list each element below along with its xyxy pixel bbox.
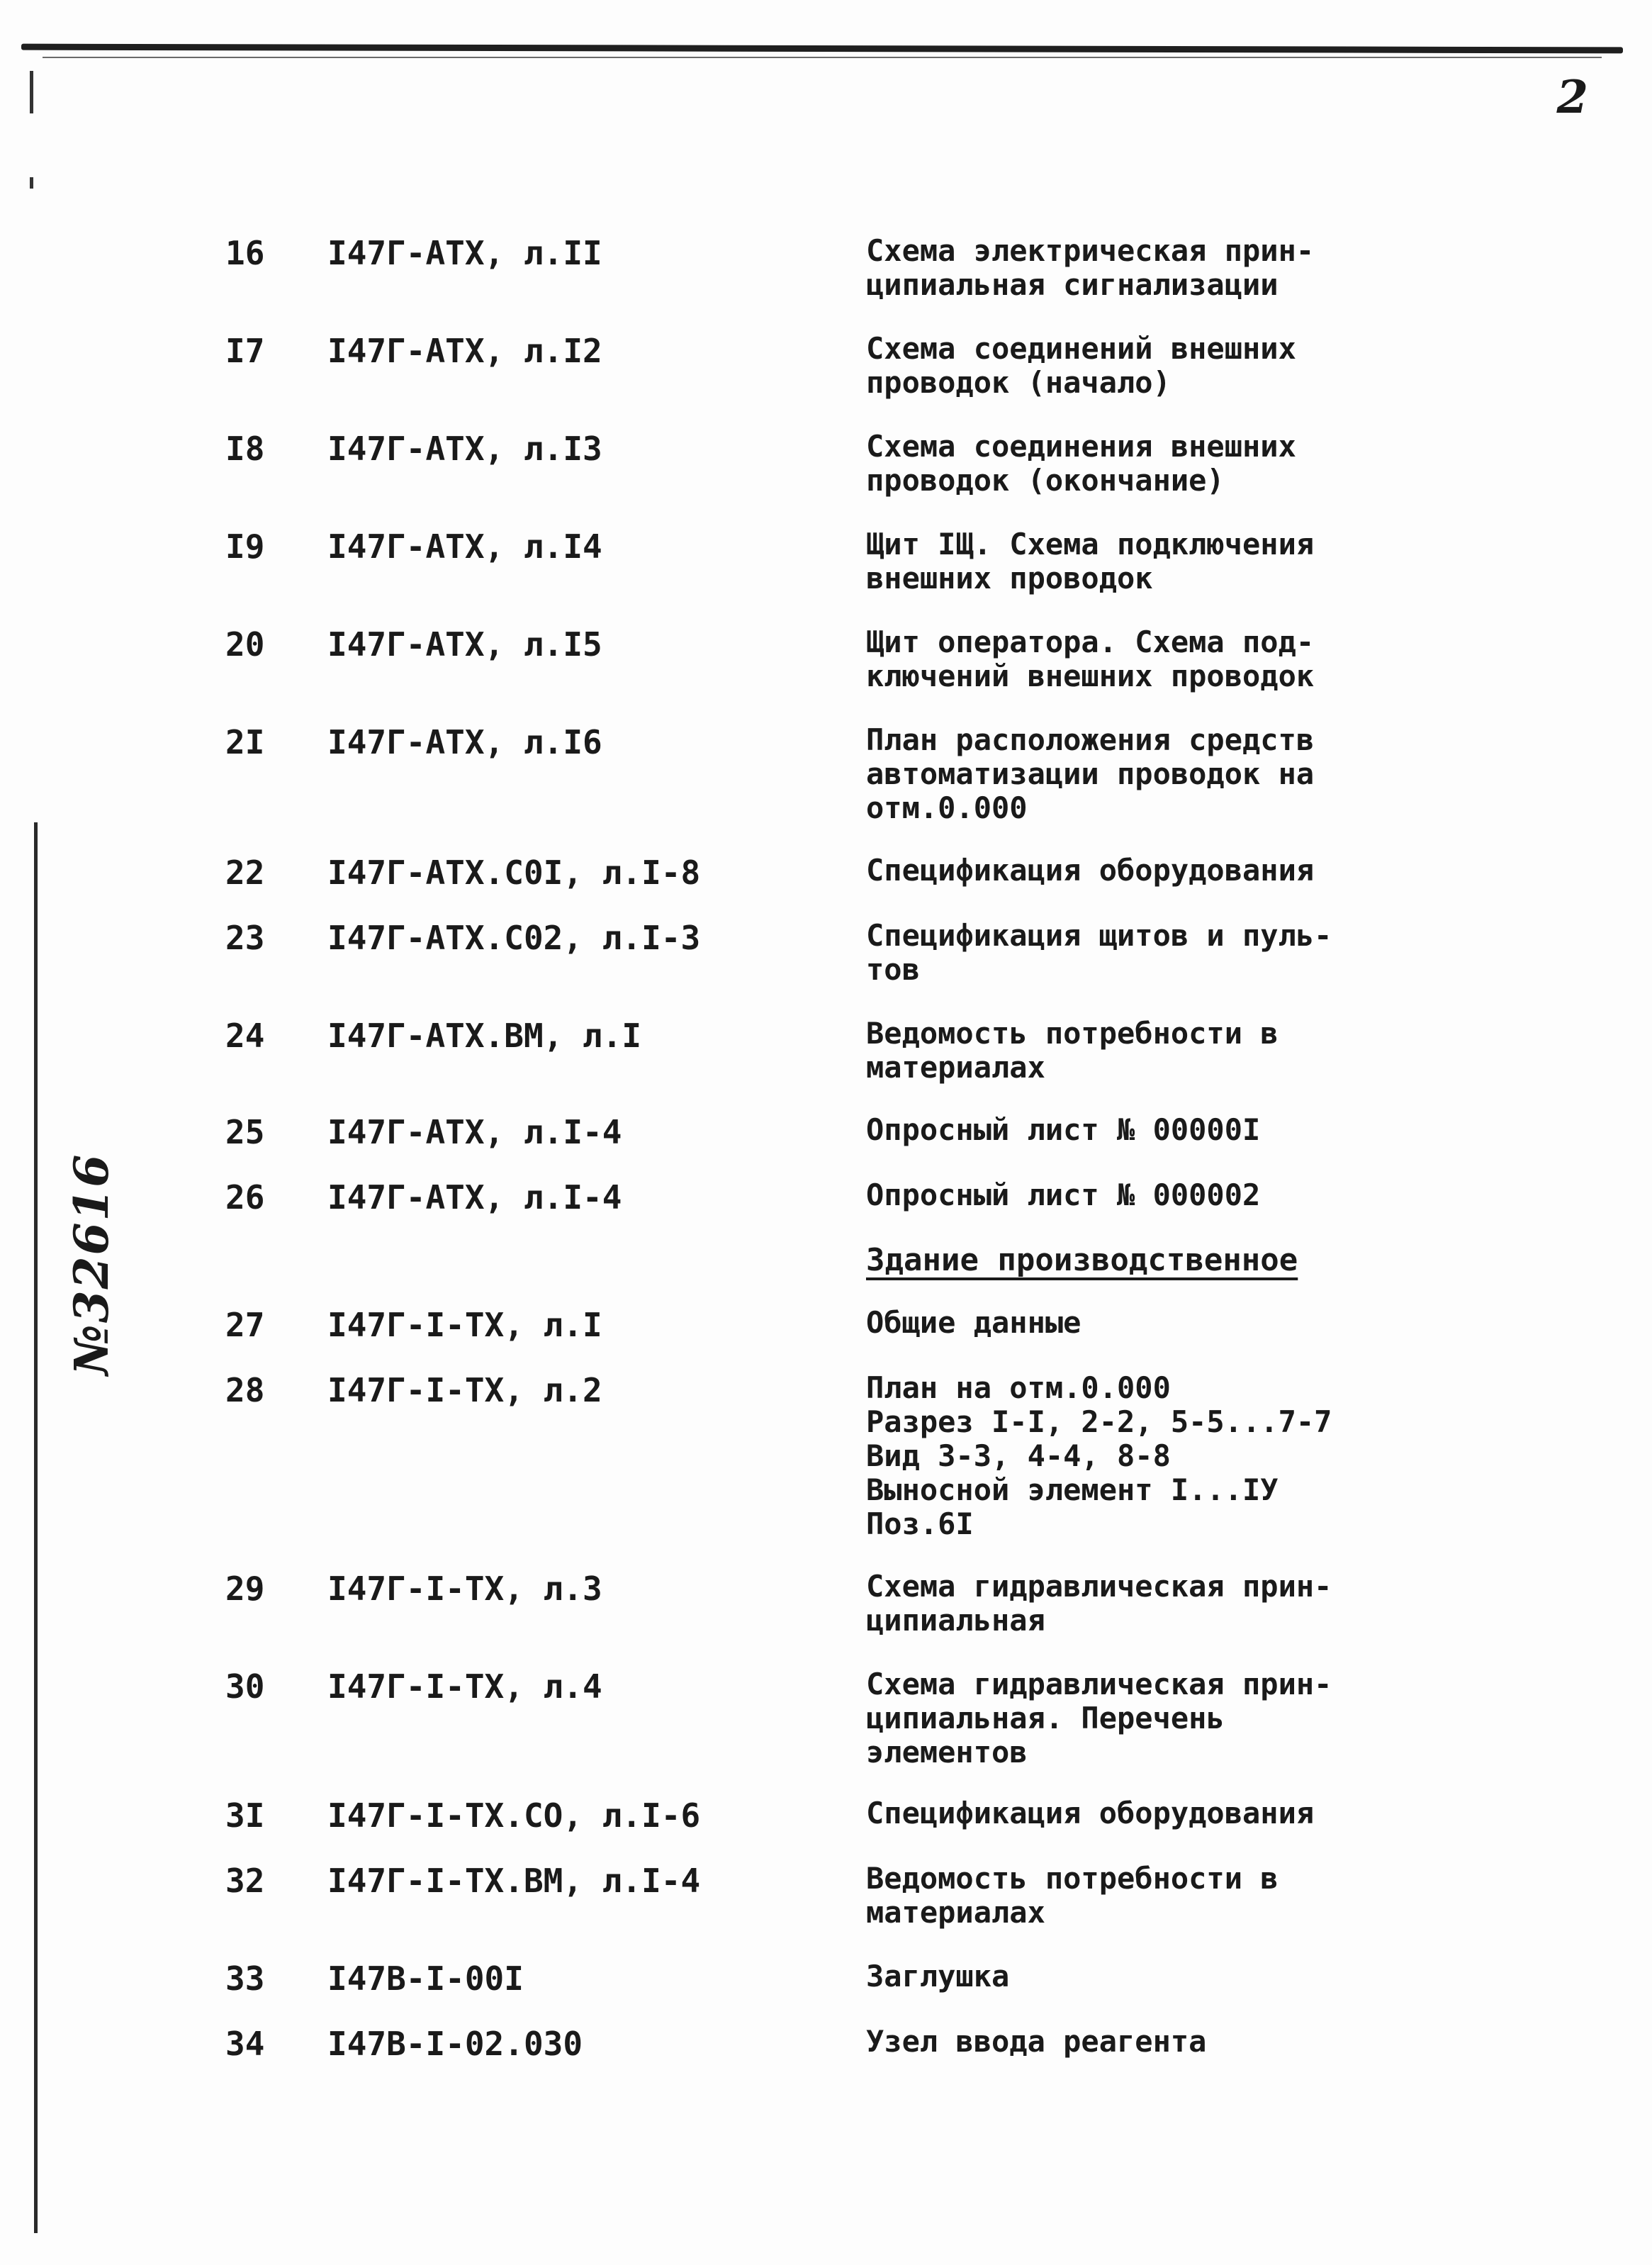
document-title: Схема соединений внешних проводок (начало) bbox=[866, 331, 1296, 400]
document-code: I47Г-I-ТХ, л.4 bbox=[327, 1667, 602, 1706]
item-number: 2I bbox=[225, 723, 265, 761]
document-code: I47Г-I-ТХ, л.3 bbox=[327, 1570, 602, 1608]
archive-stamp-number: №32616 bbox=[64, 1153, 119, 1375]
item-number: I7 bbox=[225, 332, 265, 370]
item-number: 28 bbox=[225, 1371, 265, 1409]
item-number: 34 bbox=[225, 2025, 265, 2063]
document-title: Спецификация щитов и пуль- тов bbox=[866, 918, 1332, 987]
document-title: План на отм.0.000 Разрез I-I, 2-2, 5-5...7-7 Вид 3-3, 4-4, 8-8 Выносной элемент I...IУ Поз.6I bbox=[866, 1370, 1332, 1541]
item-number: 23 bbox=[225, 919, 265, 957]
document-code: I47Г-I-ТХ, л.2 bbox=[327, 1371, 602, 1409]
document-title: Схема гидравлическая прин- ципиальная bbox=[866, 1569, 1332, 1638]
document-title: Щит оператора. Схема под- ключений внешних проводок bbox=[866, 625, 1315, 693]
document-code: I47Г-АТХ.ВМ, л.I bbox=[327, 1017, 642, 1055]
item-number: 3I bbox=[225, 1796, 265, 1835]
document-code: I47Г-I-ТХ.ВМ, л.I-4 bbox=[327, 1862, 701, 1900]
document-code: I47Г-I-ТХ.СО, л.I-6 bbox=[327, 1796, 701, 1835]
item-number: 33 bbox=[225, 1959, 265, 1998]
document-code: I47Г-АТХ, л.II bbox=[327, 234, 602, 272]
document-code: I47Г-АТХ, л.I-4 bbox=[327, 1178, 622, 1217]
document-code: I47В-I-02.030 bbox=[327, 2025, 583, 2063]
document-title: Общие данные bbox=[866, 1305, 1081, 1340]
document-title: Заглушка bbox=[866, 1959, 1010, 1993]
document-title: Схема гидравлическая прин- ципиальная. Перечень элементов bbox=[866, 1667, 1332, 1769]
item-number: 20 bbox=[225, 625, 265, 664]
document-title: Схема соединения внешних проводок (окончание) bbox=[866, 429, 1296, 498]
document-title: Ведомость потребности в материалах bbox=[866, 1861, 1279, 1930]
document-code: I47Г-I-ТХ, л.I bbox=[327, 1306, 602, 1344]
page-number: 2 bbox=[1556, 71, 1588, 124]
item-number: 26 bbox=[225, 1178, 265, 1217]
item-number: 16 bbox=[225, 234, 265, 272]
document-title: Спецификация оборудования bbox=[866, 853, 1315, 888]
document-code: I47Г-АТХ, л.I2 bbox=[327, 332, 602, 370]
top-border-shadow-line bbox=[43, 57, 1602, 58]
item-number: 27 bbox=[225, 1306, 265, 1344]
document-code: I47Г-АТХ, л.I5 bbox=[327, 625, 602, 664]
document-code: I47Г-АТХ, л.I4 bbox=[327, 527, 602, 566]
left-margin-tick bbox=[30, 71, 33, 113]
document-title: Узел ввода реагента bbox=[866, 2024, 1207, 2059]
item-number: 22 bbox=[225, 854, 265, 892]
item-number: I9 bbox=[225, 527, 265, 566]
document-code: I47Г-АТХ.С02, л.I-3 bbox=[327, 919, 701, 957]
item-number: 29 bbox=[225, 1570, 265, 1608]
item-number: 25 bbox=[225, 1113, 265, 1151]
document-code: I47Г-АТХ, л.I3 bbox=[327, 430, 602, 468]
item-number: 32 bbox=[225, 1862, 265, 1900]
document-title: Опросный лист № 00000I bbox=[866, 1112, 1261, 1147]
document-title: Щит IЩ. Схема подключения внешних проводок bbox=[866, 527, 1315, 595]
document-code: I47Г-АТХ, л.I-4 bbox=[327, 1113, 622, 1151]
section-heading: Здание производственное bbox=[866, 1242, 1298, 1278]
document-code: I47Г-АТХ.С0I, л.I-8 bbox=[327, 854, 701, 892]
item-number: 24 bbox=[225, 1017, 265, 1055]
document-title: Опросный лист № 000002 bbox=[866, 1178, 1261, 1212]
left-binding-line bbox=[34, 822, 38, 2233]
left-margin-tick bbox=[30, 177, 33, 189]
document-code: I47В-I-00I bbox=[327, 1959, 524, 1998]
document-title: Ведомость потребности в материалах bbox=[866, 1016, 1279, 1085]
document-title: Схема электрическая прин- ципиальная сигнализации bbox=[866, 233, 1315, 302]
document-code: I47Г-АТХ, л.I6 bbox=[327, 723, 602, 761]
top-border-line bbox=[21, 44, 1623, 54]
document-title: Спецификация оборудования bbox=[866, 1796, 1315, 1830]
document-title: План расположения средств автоматизации проводок на отм.0.000 bbox=[866, 722, 1315, 825]
item-number: 30 bbox=[225, 1667, 265, 1706]
item-number: I8 bbox=[225, 430, 265, 468]
